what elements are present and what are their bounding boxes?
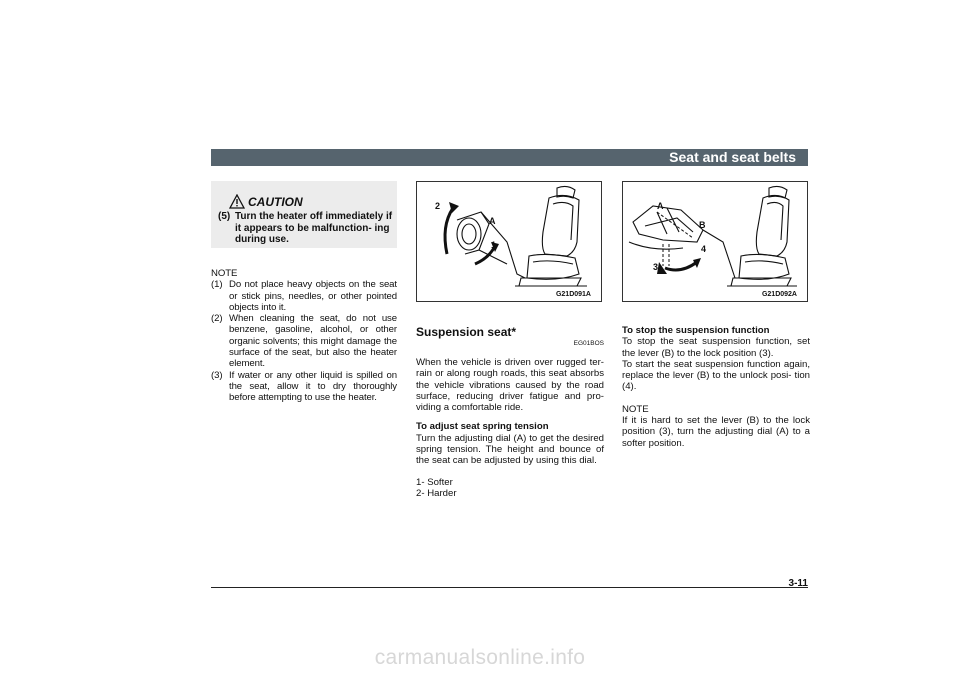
note-label: NOTE — [622, 403, 649, 415]
figure-label-2: 2 — [435, 201, 441, 211]
figure-label-3: 3 — [653, 262, 659, 272]
figure-adjusting-dial — [416, 181, 602, 302]
note-item-number: (1) — [211, 279, 223, 291]
figure-label-1: 1 — [491, 240, 497, 250]
note-item-text: When cleaning the seat, do not use benzene, gasoline, alcohol, or other organic solvents; this might damage the surface of the seat, but also the heater element. — [229, 313, 397, 370]
stop-suspension-section — [622, 325, 810, 449]
footer-rule — [211, 587, 808, 588]
figure-label-4: 4 — [701, 244, 707, 254]
caution-item — [218, 211, 393, 246]
note-item-number: (3) — [211, 369, 223, 381]
adjust-text: Turn the adjusting dial (A) to get the desired spring tension. The height and bounce of the seat can be adjusted by using this dial. — [416, 432, 604, 467]
note-item-text: Do not place heavy objects on the seat or stick pins, needles, or other pointed objects into it. — [229, 279, 397, 313]
section-title: Seat and seat belts — [669, 149, 796, 165]
start-text: To start the seat suspension function again, replace the lever (B) to the unlock posi- tion (4). — [622, 358, 810, 393]
dial-position-list — [416, 477, 604, 500]
figure-label-a: A — [657, 201, 664, 211]
figure-label-b: B — [699, 220, 706, 230]
section-code: EG01BOS — [573, 340, 604, 347]
note-item — [211, 370, 397, 404]
suspension-seat-section — [416, 325, 604, 499]
note-item-text: If water or any other liquid is spilled on the seat, allow it to dry thoroughly before attempting to use the heater. — [229, 369, 397, 404]
caution-item-number: (5) — [218, 211, 231, 222]
note-label: NOTE — [211, 268, 238, 279]
stop-heading: To stop the suspension function — [622, 325, 770, 336]
figure-code: G21D091A — [555, 291, 591, 298]
heater-note — [211, 268, 397, 404]
seat-lever-illustration — [623, 182, 809, 303]
list-item: 2- Harder — [416, 487, 457, 499]
note-item-number: (2) — [211, 313, 223, 325]
note-item — [211, 313, 397, 369]
figure-code: G21D092A — [761, 291, 797, 298]
seat-dial-illustration — [417, 182, 603, 303]
watermark: carmanualsonline.info — [374, 646, 586, 669]
section-header-bar — [211, 149, 808, 166]
section-heading: Suspension seat* — [416, 325, 517, 339]
suspension-intro: When the vehicle is driven over rugged ter- rain or along rough roads, this seat absorbs the vehicle vibrations caused by the road surface, reducing driver fatigue and pro- viding a comfortable ride. — [416, 357, 604, 414]
figure-label-a: A — [489, 216, 496, 226]
caution-header — [229, 191, 303, 209]
figure-lock-lever — [622, 181, 808, 302]
warning-triangle-icon — [229, 194, 245, 209]
note-text: If it is hard to set the lever (B) to the lock position (3), turn the adjusting dial (A) to a softer position. — [622, 415, 810, 449]
list-item: 1- Softer — [416, 476, 453, 488]
caution-box — [211, 181, 397, 248]
page-number: 3-11 — [788, 578, 808, 589]
caution-item-text: Turn the heater off immediately if it appears to be malfunction- ing during use. — [235, 211, 393, 245]
adjust-heading: To adjust seat spring tension — [416, 421, 549, 433]
note-item — [211, 279, 397, 313]
stop-text: To stop the seat suspension function, set the lever (B) to the lock position (3). — [622, 336, 810, 359]
caution-title: CAUTION — [248, 195, 303, 209]
